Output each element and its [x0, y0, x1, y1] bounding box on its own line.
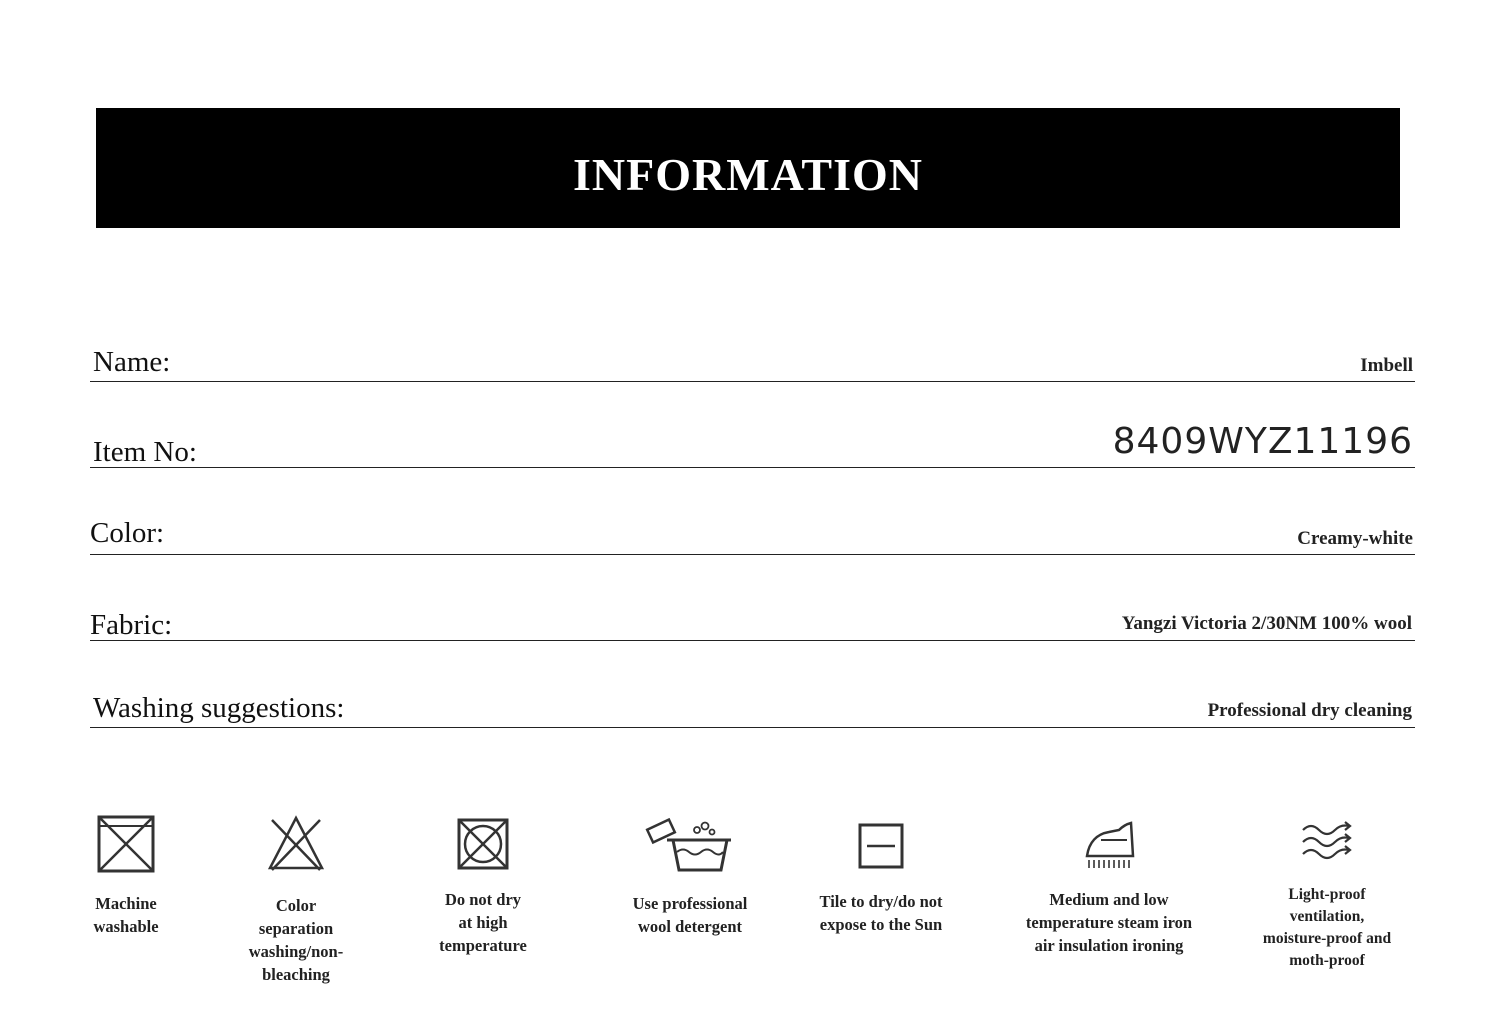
care-label-no-bleach: Color separation washing/non- bleaching [248, 896, 344, 984]
care-label-dry-flat: Tile to dry/do not expose to the Sun [819, 892, 943, 934]
field-value-item-no: 8409WYZ11196 [1112, 421, 1413, 462]
field-row-name [90, 321, 1415, 382]
care-item-machine-wash [66, 812, 186, 938]
airflow-icon [1297, 812, 1357, 868]
care-item-dry-flat [800, 812, 962, 936]
wool-detergent-icon [645, 812, 735, 876]
field-label-color: Color: [90, 517, 165, 549]
dry-flat-icon [856, 812, 906, 874]
no-tumble-dry-icon [455, 812, 511, 874]
care-label-no-dry: Do not dry at high temperature [439, 890, 527, 955]
care-item-no-dry [418, 812, 548, 957]
field-label-item-no: Item No: [93, 436, 197, 468]
care-item-no-bleach [226, 812, 366, 986]
field-value-washing: Professional dry cleaning [1207, 700, 1412, 721]
field-label-name: Name: [93, 346, 171, 378]
machine-wash-crossed-icon [96, 812, 156, 874]
no-bleach-icon [266, 812, 326, 874]
care-item-detergent [610, 812, 770, 938]
care-item-steam-iron [1010, 812, 1208, 957]
field-row-washing [90, 667, 1415, 728]
care-label-detergent: Use professional wool detergent [632, 894, 748, 936]
field-row-item-no [90, 407, 1415, 468]
field-value-fabric: Yangzi Victoria 2/30NM 100% wool [1121, 613, 1412, 634]
care-label-airflow: Light-proof ventilation, moisture-proof and moth-proof [1262, 886, 1392, 969]
field-row-fabric [90, 580, 1415, 641]
field-row-color [90, 494, 1415, 555]
care-label-steam-iron: Medium and low temperature steam iron air insulation ironing [1025, 890, 1193, 955]
page-title: INFORMATION [572, 148, 924, 200]
steam-iron-icon [1079, 812, 1139, 874]
field-value-color: Creamy-white [1297, 528, 1413, 549]
care-item-airflow [1246, 812, 1408, 972]
field-value-name: Imbell [1360, 355, 1413, 376]
field-label-washing: Washing suggestions: [93, 692, 345, 724]
header-banner [96, 108, 1400, 228]
field-label-fabric: Fabric: [90, 609, 173, 641]
care-label-machine-wash: Machine washable [93, 894, 159, 936]
